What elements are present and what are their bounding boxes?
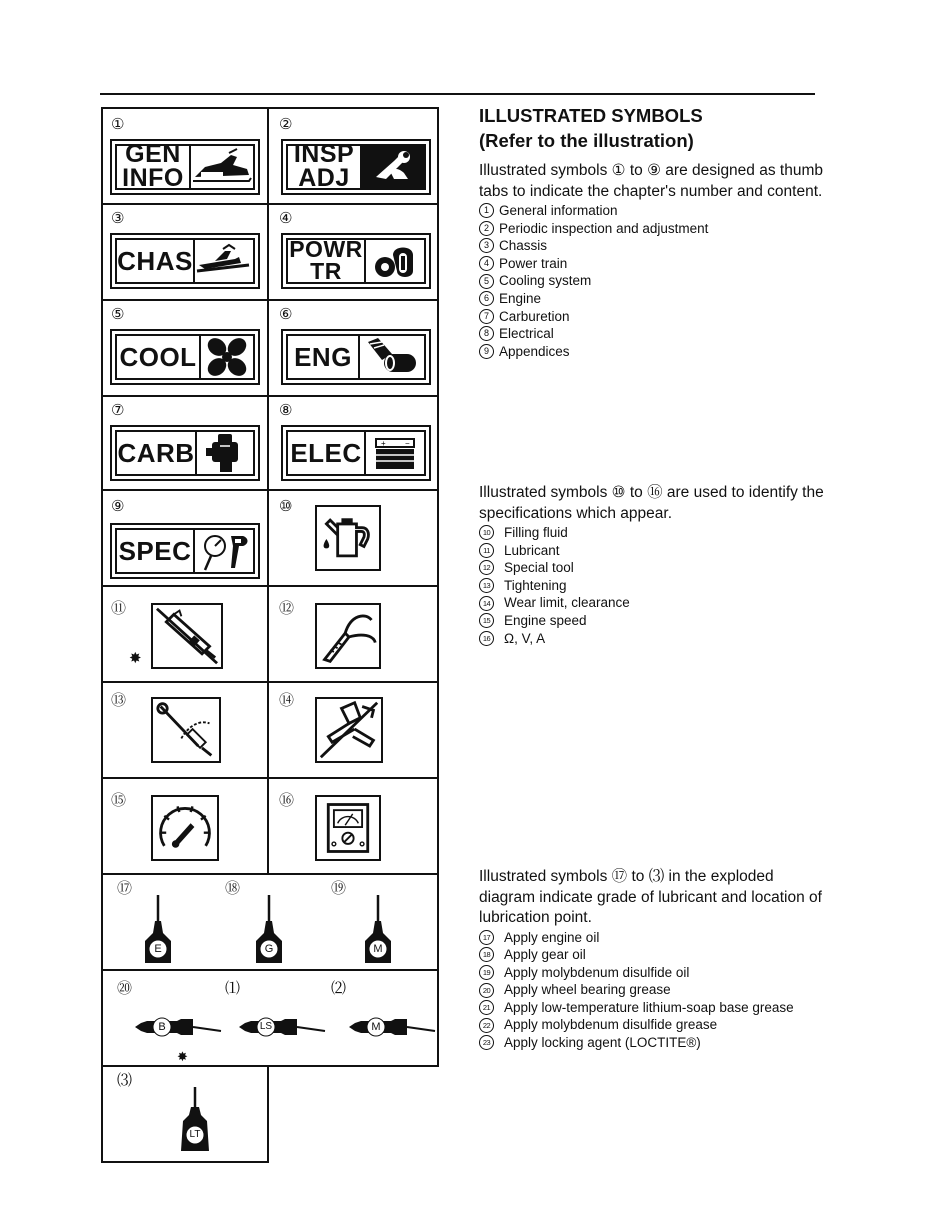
grease-label-ls: LS [259,1021,273,1032]
number-badge: 4 [479,256,494,271]
list-item-label: Special tool [504,560,574,576]
tab-insp-adj [281,139,431,195]
grid-row-1 [101,107,439,203]
symbol-number: ⑭ [279,692,295,709]
lubricant-splat-icon: ✸ [129,650,142,667]
ski-chassis-icon [193,240,253,282]
heading-block [479,103,824,153]
symbol-number: ⑱ [225,880,241,897]
number-badge: 11 [479,543,494,558]
top-rule [100,93,815,95]
moly-grease-icon [347,1013,437,1041]
multimeter-icon [315,795,381,861]
number-badge: 17 [479,930,494,945]
list-item [479,308,824,326]
symbol-number: ⑩ [279,498,293,515]
oil-label-g: G [264,943,274,955]
list-item [479,255,824,273]
symbol-number: ④ [279,210,293,227]
symbol-cell-1 [103,109,269,203]
list-item [479,1016,824,1034]
symbol-number: ⑬ [111,692,127,709]
list-item [479,202,824,220]
list-item-label: Engine speed [504,612,587,628]
list-item [479,577,824,595]
list-item-label: Apply locking agent (LOCTITE®) [504,1035,701,1051]
symbol-cell-11 [103,587,269,681]
list-item-label: Engine [499,290,542,306]
number-badge: 7 [479,309,494,324]
symbol-number: ① [111,116,125,133]
list-item-label: Lubricant [504,542,560,558]
wheel-bearing-grease-icon [133,1013,223,1041]
tab-gen-info [110,139,260,195]
list-item-label: Apply wheel bearing grease [504,982,671,998]
list-item-label: Tightening [504,577,567,593]
list-item-label: Apply low-temperature lithium-soap base grease [504,999,794,1015]
list-item [479,999,824,1017]
lubricant-icon [151,603,223,669]
symbol-cell-14 [269,683,437,777]
tab-gen-label: GEN [125,140,181,169]
list-item [479,559,824,577]
symbol-number: ⑳ [117,980,133,997]
list-item [479,630,824,648]
grid-row-7 [101,681,439,777]
list-item [479,343,824,361]
list-item [479,290,824,308]
list-item-label: Chassis [499,238,548,254]
list-item [479,272,824,290]
list-item [479,946,824,964]
tab-insp-adj-label [288,140,360,192]
symbol-cell-16 [269,779,437,873]
symbol-cell-8 [269,397,437,489]
engine-speed-icon [151,795,219,861]
list-item-label: Apply molybdenum disulfide grease [504,1017,718,1033]
symbol-number: ⑰ [117,880,133,897]
number-badge: 10 [479,525,494,540]
tab-gen-info-label [117,140,189,192]
section-thumb-tabs [479,161,824,360]
tab-elec [281,425,431,481]
tab-chas-label: CHAS [117,245,193,276]
number-badge: 14 [479,596,494,611]
piston-icon [358,336,424,378]
lithium-soap-grease-icon [237,1013,327,1041]
symbol-number: ⑫ [279,600,295,617]
tab-spec [110,523,260,579]
list-item-label: Power train [499,255,568,271]
symbol-number: ⑵ [331,980,347,997]
tab-insp-label: INSP [293,140,355,169]
tab-adj-label: ADJ [298,164,350,192]
list-item-label: General information [499,203,618,218]
tab-eng-label: ENG [294,341,352,372]
number-badge: 23 [479,1035,494,1050]
number-badge: 20 [479,983,494,998]
grid-row-5 [101,489,439,585]
section2-intro: Illustrated symbols ⑩ to ⑯ are used to identify the specifications which appear. [479,484,824,522]
tab-cool [110,329,260,385]
tab-carb-label: CARB [117,437,195,468]
grid-row-4 [101,395,439,489]
symbol-number: ⑴ [225,980,241,997]
special-tool-icon [315,603,381,669]
symbol-cell-5 [103,301,269,395]
symbol-number: ⑧ [279,402,293,419]
list-item [479,594,824,612]
symbol-cell-3 [103,205,269,299]
number-badge: 16 [479,631,494,646]
symbol-cell-9 [103,491,269,585]
number-badge: 12 [479,560,494,575]
symbol-number: ⑲ [331,880,347,897]
oil-label-e: E [154,943,162,955]
section3-intro: Illustrated symbols ⑰ to ⑶ in the exploded diagram indicate grade of lubricant and location of lubrication point. [479,868,822,926]
number-badge: 3 [479,238,494,253]
number-badge: 13 [479,578,494,593]
tab-spec-label: SPEC [118,535,192,566]
carburetor-icon [195,432,253,474]
tightening-icon [151,697,221,763]
list-item-label: Wear limit, clearance [504,595,630,611]
list-item [479,325,824,343]
grid-row-6 [101,585,439,681]
drive-clutch-icon [364,240,424,282]
symbol-cell-7 [103,397,269,489]
symbol-cell-10 [269,491,437,585]
list-item [479,524,824,542]
grease-label-m: M [371,1021,381,1033]
tab-carb [110,425,260,481]
symbol-cell-12 [269,587,437,681]
grid-row-2 [101,203,439,299]
number-badge: 22 [479,1018,494,1033]
section3-list [479,929,824,1052]
tab-tr-label: TR [310,258,342,284]
section1-intro: Illustrated symbols ① to ⑨ are designed as thumb tabs to indicate the chapter's number and content. [479,162,823,200]
list-item [479,929,824,947]
tab-cool-label: COOL [119,341,197,372]
lock-label-lt: LT [189,1129,201,1140]
symbol-number: ② [279,116,293,133]
grid-row-greases [101,969,439,1067]
section1-list [479,202,824,360]
number-badge: 18 [479,947,494,962]
list-item-label: Ω, V, A [504,630,546,646]
grease-splat-icon: ✸ [177,1049,188,1064]
grid-row-3 [101,299,439,395]
symbol-cell-6 [269,301,437,395]
grid-row-locking [101,1067,269,1163]
svg-text:+: + [381,439,386,448]
symbol-number: ⑥ [279,306,293,323]
number-badge: 9 [479,344,494,359]
number-badge: 6 [479,291,494,306]
gauge-caliper-icon [193,530,253,572]
list-item [479,1034,824,1052]
list-item-label: Electrical [499,326,554,342]
symbol-cell-2 [269,109,437,203]
number-badge: 2 [479,221,494,236]
list-item-label: Apply engine oil [504,929,600,945]
tab-powr-tr [281,233,431,289]
engine-oil-can-icon [141,893,175,965]
symbol-number: ⑶ [117,1072,133,1089]
battery-icon [364,432,424,474]
snowmobile-icon [189,146,253,188]
list-item-label: Cooling system [499,273,592,289]
list-item [479,542,824,560]
tab-powr-tr-label [288,236,364,284]
list-item-label: Apply gear oil [504,947,586,963]
tab-powr-label: POWR [289,236,363,263]
number-badge: 21 [479,1000,494,1015]
symbol-number: ⑨ [111,498,125,515]
list-item [479,612,824,630]
symbol-number: ⑦ [111,402,125,419]
symbol-number: ③ [111,210,125,227]
symbol-number: ⑮ [111,792,127,809]
page-subtitle: (Refer to the illustration) [479,130,694,151]
tab-info-label: INFO [122,164,184,192]
list-item-label: Apply molybdenum disulfide oil [504,964,690,980]
page-title: ILLUSTRATED SYMBOLS [479,105,703,126]
number-badge: 1 [479,203,494,218]
list-item-label: Filling fluid [504,525,568,540]
list-item [479,964,824,982]
svg-text:−: − [405,439,410,448]
list-item [479,981,824,999]
section2-list [479,524,824,647]
symbol-number: ⑯ [279,792,295,809]
number-badge: 8 [479,326,494,341]
tab-elec-label: ELEC [290,437,362,468]
grease-label-b: B [158,1021,166,1033]
list-item-label: Carburetion [499,308,570,324]
section-lubrication [479,867,824,1052]
symbol-cell-13 [103,683,269,777]
moly-oil-can-icon [361,893,395,965]
grid-row-oils [101,873,439,969]
fan-icon [199,336,253,378]
symbol-number: ⑪ [111,600,127,617]
tab-eng [281,329,431,385]
list-item-label: Periodic inspection and adjustment [499,220,709,236]
wrench-hand-icon [360,146,424,188]
symbol-cell-15 [103,779,269,873]
number-badge: 5 [479,274,494,289]
caliper-icon [315,697,383,763]
list-item [479,237,824,255]
tab-chas [110,233,260,289]
grid-row-8 [101,777,439,873]
symbol-number: ⑤ [111,306,125,323]
locking-agent-bottle-icon [177,1085,213,1153]
filling-fluid-icon [315,505,381,571]
number-badge: 19 [479,965,494,980]
number-badge: 15 [479,613,494,628]
symbol-cell-4 [269,205,437,299]
gear-oil-can-icon [252,893,286,965]
list-item-label: Appendices [499,343,570,359]
section-specifications [479,483,824,647]
symbol-grid [101,107,439,1163]
list-item [479,220,824,238]
oil-label-m: M [373,943,383,955]
